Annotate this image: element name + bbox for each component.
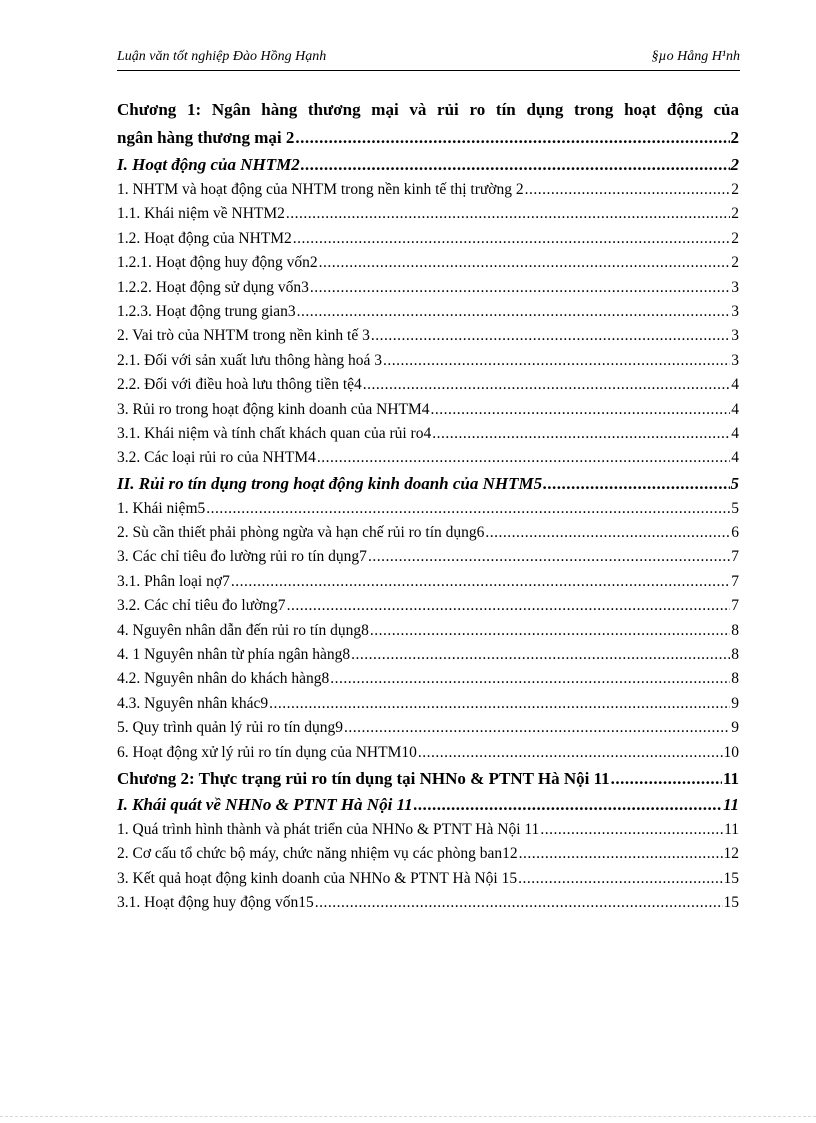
toc-leader-dots — [319, 251, 731, 275]
toc-entry[interactable] — [117, 545, 739, 569]
toc-page-number: 3 — [731, 327, 739, 345]
toc-entry-text: I. Khái quát về NHNo & PTNT Hà Nội 11 — [117, 794, 413, 814]
toc-section-I[interactable] — [117, 152, 739, 178]
toc-leader-dots — [297, 300, 731, 324]
toc-page-number: 4 — [731, 424, 739, 442]
toc-entry-text: 1. Khái niệm5 — [117, 499, 206, 517]
toc-page-number: 8 — [731, 646, 739, 664]
toc-page-number: 7 — [731, 572, 739, 590]
toc-entry-text: 1. NHTM và hoạt động của NHTM trong nền kinh tế thị trường 2 — [117, 181, 524, 198]
toc-page-number: 8 — [731, 670, 739, 688]
toc-page-number: 3 — [731, 278, 739, 296]
toc-entry-text: 6. Hoạt động xử lý rủi ro tín dụng của NHTM10 — [117, 743, 417, 761]
toc-leader-dots — [414, 792, 722, 818]
header-author-legacy-font: §µo Hång H¹nh — [651, 49, 740, 64]
toc-entry[interactable] — [117, 202, 739, 226]
toc-entry[interactable] — [117, 891, 739, 915]
toc-page-number: 11 — [724, 820, 739, 838]
page-bottom-edge — [0, 1116, 816, 1117]
toc-entry-text: 4. Nguyên nhân dẫn đến rủi ro tín dụng8 — [117, 621, 369, 639]
toc-entry[interactable] — [117, 446, 739, 470]
toc-entry-text: 2.2. Đối với điều hoà lưu thông tiền tệ4 — [117, 376, 362, 394]
toc-entry-text: 2. Vai trò của NHTM trong nền kinh tế 3 — [117, 327, 370, 345]
toc-page-number: 7 — [731, 597, 739, 615]
table-of-contents — [117, 96, 739, 916]
toc-page-number: 15 — [723, 894, 739, 912]
toc-page-number: 2 — [731, 254, 739, 272]
toc-page-number: 2 — [731, 205, 739, 223]
toc-leader-dots — [431, 398, 731, 422]
toc-leader-dots — [368, 545, 730, 569]
toc-entry-text: 3. Rủi ro trong hoạt động kinh doanh của NHTM4 — [117, 400, 430, 418]
toc-entry[interactable] — [117, 276, 739, 300]
toc-page-number: 4 — [731, 400, 739, 418]
toc-leader-dots — [293, 227, 730, 251]
toc-leader-dots — [432, 422, 730, 446]
toc-entry[interactable] — [117, 398, 739, 422]
toc-entry[interactable] — [117, 227, 739, 251]
toc-entry[interactable] — [117, 251, 739, 275]
toc-entry[interactable] — [117, 422, 739, 446]
toc-page-number: 4 — [731, 376, 739, 394]
toc-entry-text: 4. 1 Nguyên nhân từ phía ngân hàng8 — [117, 646, 351, 664]
toc-entry[interactable] — [117, 594, 739, 618]
toc-page-number: 8 — [731, 621, 739, 639]
toc-entry-text: I. Hoạt động của NHTM2 — [117, 155, 300, 174]
toc-leader-dots — [231, 570, 730, 594]
toc-entry-text: II. Rủi ro tín dụng trong hoạt động kinh doanh của NHTM5 — [117, 473, 543, 493]
toc-leader-dots — [295, 124, 729, 152]
toc-leader-dots — [206, 497, 730, 521]
toc-entry[interactable] — [117, 842, 739, 866]
toc-page-number: 7 — [731, 548, 739, 566]
toc-entry[interactable] — [117, 692, 739, 716]
toc-leader-dots — [383, 349, 730, 373]
toc-page-number: 2 — [731, 181, 739, 198]
toc-entry-text: 4.3. Nguyên nhân khác9 — [117, 694, 269, 712]
toc-leader-dots — [418, 741, 723, 765]
toc-leader-dots — [518, 867, 722, 891]
toc-page-number: 12 — [723, 845, 739, 863]
toc-page-number: 11 — [722, 794, 739, 814]
toc-entry-text: 1.2.3. Hoạt động trung gian3 — [117, 302, 296, 320]
toc-leader-dots — [363, 373, 730, 397]
toc-entry[interactable] — [117, 178, 739, 202]
toc-leader-dots — [540, 818, 723, 842]
toc-entry-text: 1.2.2. Hoạt động sử dụng vốn3 — [117, 278, 309, 296]
toc-leader-dots — [370, 619, 730, 643]
toc-leader-dots — [543, 471, 729, 497]
toc-entry-text: 3.1. Hoạt động huy động vốn15 — [117, 894, 314, 912]
toc-entry-text: ngân hàng thương mại 2 — [117, 128, 295, 147]
header-author: Luận văn tốt nghiệp Đào Hồng Hạnh — [117, 49, 327, 64]
toc-entry-text: 2.1. Đối với sản xuất lưu thông hàng hoá 3 — [117, 351, 382, 369]
toc-leader-dots — [269, 692, 730, 716]
toc-leader-dots — [286, 202, 730, 226]
toc-entry-text: 3.1. Phân loại nợ7 — [117, 572, 230, 590]
toc-chapter-1-line-2[interactable] — [117, 124, 739, 152]
toc-entry-text: Chương 1: Ngân hàng thương mại và rủi ro tín dụng trong hoạt động của — [117, 100, 739, 119]
toc-leader-dots — [330, 667, 730, 691]
toc-entry-text: 4.2. Nguyên nhân do khách hàng8 — [117, 670, 330, 688]
toc-entry[interactable] — [117, 667, 739, 691]
toc-entry[interactable] — [117, 300, 739, 324]
toc-entry-text: 3.1. Khái niệm và tính chất khách quan của rủi ro4 — [117, 424, 432, 442]
toc-leader-dots — [287, 594, 731, 618]
toc-page-number: 10 — [723, 743, 739, 761]
toc-leader-dots — [351, 643, 730, 667]
toc-page-number: 2 — [731, 229, 739, 247]
toc-page-number: 5 — [731, 499, 739, 517]
toc-entry-text: 1. Quá trình hình thành và phát triển của NHNo & PTNT Hà Nội 11 — [117, 820, 540, 838]
toc-leader-dots — [371, 324, 730, 348]
toc-entry-text: 3.2. Các chỉ tiêu đo lường7 — [117, 597, 286, 615]
toc-entry[interactable] — [117, 867, 739, 891]
toc-entry-text: 1.1. Khái niệm về NHTM2 — [117, 205, 285, 223]
toc-entry-text: 3. Các chỉ tiêu đo lường rủi ro tín dụng7 — [117, 548, 367, 566]
toc-entry-text: Chương 2: Thực trạng rủi ro tín dụng tại NHNo & PTNT Hà Nội 11 — [117, 768, 610, 788]
toc-leader-dots — [344, 716, 730, 740]
toc-section-II[interactable] — [117, 471, 739, 497]
toc-page-number: 5 — [730, 473, 739, 493]
toc-leader-dots — [611, 765, 722, 792]
toc-page-number: 3 — [731, 302, 739, 320]
toc-entry[interactable] — [117, 324, 739, 348]
toc-entry[interactable] — [117, 716, 739, 740]
toc-entry-text: 2. Sù cần thiết phải phòng ngừa và hạn chế rủi ro tín dụng6 — [117, 524, 485, 542]
toc-entry-text: 2. Cơ cấu tổ chức bộ máy, chức năng nhiệm vụ các phòng ban12 — [117, 845, 518, 863]
toc-entry[interactable] — [117, 497, 739, 521]
toc-entry[interactable] — [117, 373, 739, 397]
toc-entry[interactable] — [117, 643, 739, 667]
toc-entry-text: 5. Quy trình quản lý rủi ro tín dụng9 — [117, 719, 344, 737]
toc-page-number: 15 — [723, 869, 739, 887]
toc-entry[interactable] — [117, 570, 739, 594]
toc-page-number: 2 — [730, 155, 739, 174]
toc-chapter-1-line-1[interactable] — [117, 96, 739, 124]
toc-page-number: 3 — [731, 351, 739, 369]
toc-page-number: 2 — [730, 128, 739, 147]
toc-leader-dots — [301, 152, 730, 178]
toc-entry[interactable] — [117, 521, 739, 545]
toc-entry[interactable] — [117, 741, 739, 765]
toc-leader-dots — [317, 446, 730, 470]
toc-entry[interactable] — [117, 619, 739, 643]
page-header — [117, 46, 740, 71]
toc-leader-dots — [315, 891, 723, 915]
toc-leader-dots — [485, 521, 730, 545]
toc-page-number: 11 — [722, 768, 739, 788]
toc-page-number: 4 — [731, 449, 739, 467]
toc-leader-dots — [525, 178, 731, 202]
toc-section-I-chapter-2[interactable] — [117, 792, 739, 818]
toc-entry-text: 1.2.1. Hoạt động huy động vốn2 — [117, 254, 318, 272]
toc-entry[interactable] — [117, 818, 739, 842]
toc-entry-text: 3. Kết quả hoạt động kinh doanh của NHNo & PTNT Hà Nội 15 — [117, 869, 518, 887]
toc-page-number: 9 — [731, 694, 739, 712]
toc-page-number: 6 — [731, 524, 739, 542]
toc-leader-dots — [310, 276, 730, 300]
toc-page-number: 9 — [731, 719, 739, 737]
toc-entry[interactable] — [117, 349, 739, 373]
toc-entry-text: 3.2. Các loại rủi ro của NHTM4 — [117, 449, 316, 467]
toc-leader-dots — [519, 842, 723, 866]
toc-entry-text: 1.2. Hoạt động của NHTM2 — [117, 229, 292, 247]
toc-chapter-2[interactable] — [117, 765, 739, 792]
